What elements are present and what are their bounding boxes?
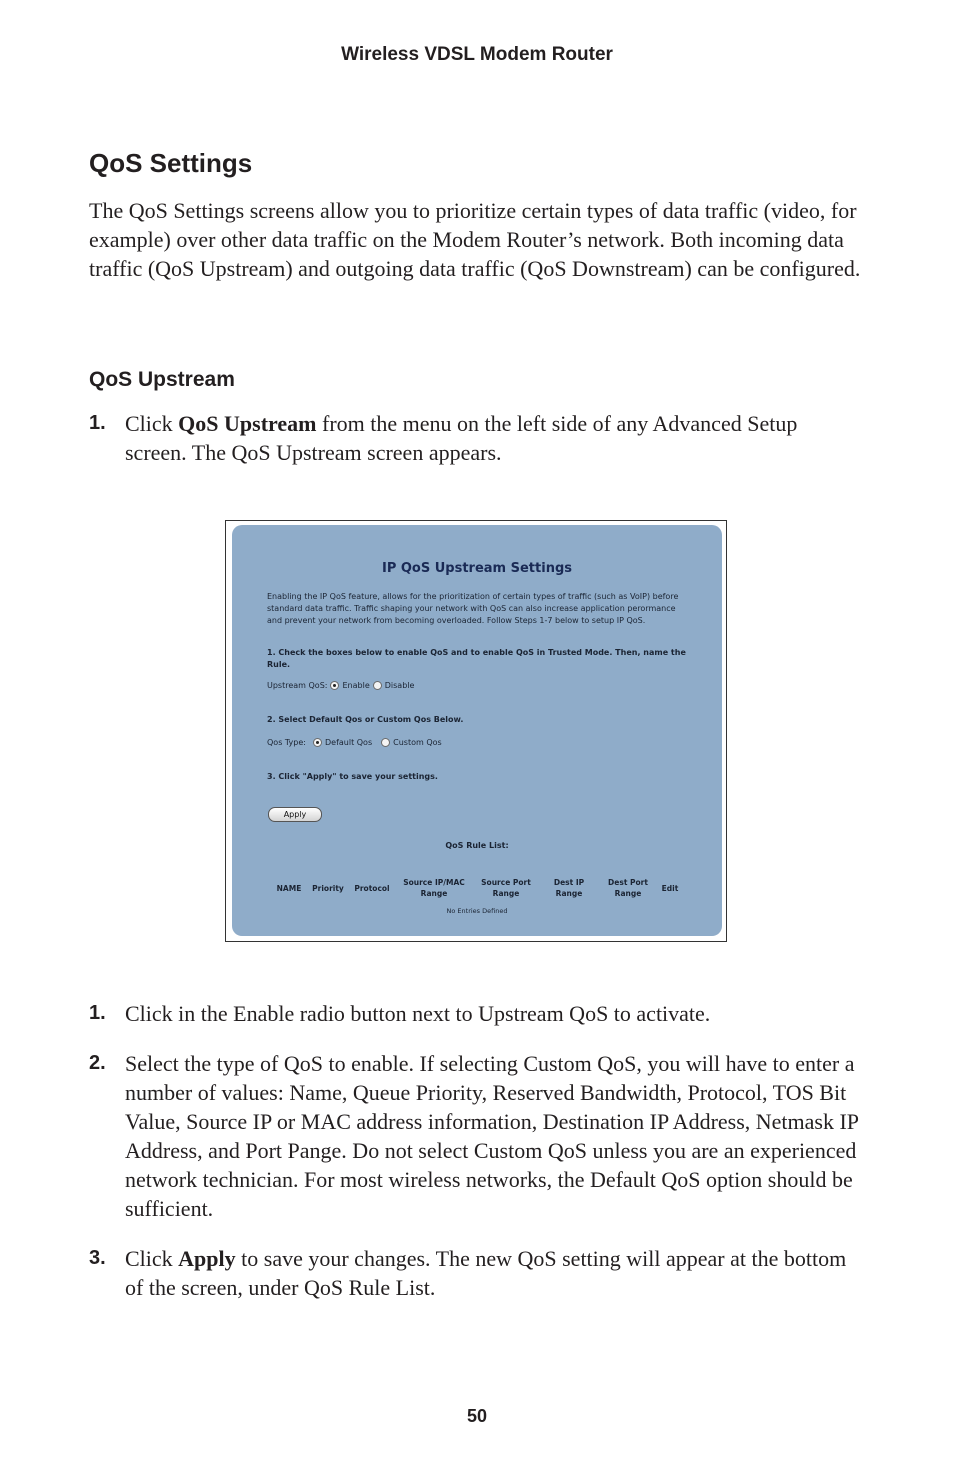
step-number: 1. bbox=[89, 412, 106, 434]
col-priority: Priority bbox=[312, 884, 344, 893]
col-edit: Edit bbox=[661, 884, 679, 893]
col-dest-port: Dest Port Range bbox=[608, 878, 648, 898]
qos-upstream-screenshot bbox=[225, 520, 727, 942]
subsection-title: QoS Upstream bbox=[89, 368, 235, 391]
panel-title: IP QoS Upstream Settings bbox=[381, 561, 572, 576]
default-qos-radio[interactable] bbox=[313, 738, 322, 747]
step-number: 1. bbox=[89, 1002, 106, 1024]
default-qos-label: Default Qos bbox=[324, 738, 373, 747]
col-name: NAME bbox=[276, 884, 302, 893]
custom-qos-label: Custom Qos bbox=[393, 738, 442, 747]
step-2 bbox=[89, 1049, 864, 1223]
panel-step-2: 2. Select Default Qos or Custom Qos Below. bbox=[267, 715, 464, 724]
upstream-qos-row bbox=[267, 681, 414, 690]
upstream-qos-label: Upstream QoS: bbox=[267, 681, 328, 690]
step-text: Click QoS Upstream from the menu on the left side of any Advanced Setup screen. The QoS Upstream screen appears. bbox=[125, 411, 798, 465]
intro-paragraph: The QoS Settings screens allow you to prioritize certain types of data traffic (video, for example) over other data traffic on the Modem Router’s network. Both incoming data traffic (QoS Upstream) and outgoing data traffic (QoS Downstream) can be configured. bbox=[89, 198, 861, 281]
col-dest-ip: Dest IP Range bbox=[553, 878, 585, 898]
col-source-ip: Source IP/MAC Range bbox=[403, 878, 465, 898]
panel-description: Enabling the IP QoS feature, allows for the prioritization of certain types of traffic (such as VoIP) before standard data traffic. Traffic shaping your network with QoS can also increase application perormance and prevent your network from becoming overloaded. Follow Steps 1-7 below to setup IP QoS. bbox=[267, 592, 679, 625]
col-protocol: Protocol bbox=[354, 884, 390, 893]
step-number: 2. bbox=[89, 1052, 106, 1074]
no-entries-text: No Entries Defined bbox=[446, 907, 508, 915]
step-3 bbox=[89, 1244, 864, 1302]
panel-step-1: 1. Check the boxes below to enable QoS and to enable QoS in Trusted Mode. Then, name the Rule. bbox=[267, 648, 686, 669]
enable-label: Enable bbox=[342, 681, 370, 690]
disable-radio[interactable] bbox=[373, 681, 382, 690]
disable-label: Disable bbox=[384, 681, 415, 690]
intro-step bbox=[89, 409, 864, 467]
apply-button[interactable]: Apply bbox=[268, 807, 322, 822]
step-text: Select the type of QoS to enable. If selecting Custom QoS, you will have to enter a number of values: Name, Queue Priority, Reserved Bandwidth, Protocol, TOS Bit Value, Source IP or MAC address information, Destination IP Address, Netmask IP Address, and Port Pange. Do not select Custom QoS unless you are an experienced network technician. For most wireless networks, the Default QoS option should be sufficient. bbox=[125, 1051, 859, 1221]
step-1 bbox=[89, 999, 864, 1028]
section-title: QoS Settings bbox=[89, 148, 253, 178]
custom-qos-radio[interactable] bbox=[381, 738, 390, 747]
enable-radio[interactable] bbox=[330, 681, 339, 690]
step-number: 3. bbox=[89, 1247, 106, 1269]
qos-type-row bbox=[267, 738, 442, 747]
rule-list-title: QoS Rule List: bbox=[445, 841, 509, 850]
settings-panel bbox=[232, 525, 722, 936]
col-source-port: Source Port Range bbox=[481, 878, 531, 898]
step-text: Click Apply to save your changes. The new QoS setting will appear at the bottom of the screen, under QoS Rule List. bbox=[125, 1246, 847, 1300]
qos-type-label: Qos Type: bbox=[267, 738, 306, 747]
step-text: Click in the Enable radio button next to Upstream QoS to activate. bbox=[125, 1001, 711, 1026]
panel-step-3: 3. Click "Apply" to save your settings. bbox=[267, 772, 438, 781]
page-number: 50 bbox=[466, 1406, 488, 1426]
running-head: Wireless VDSL Modem Router bbox=[341, 44, 613, 65]
